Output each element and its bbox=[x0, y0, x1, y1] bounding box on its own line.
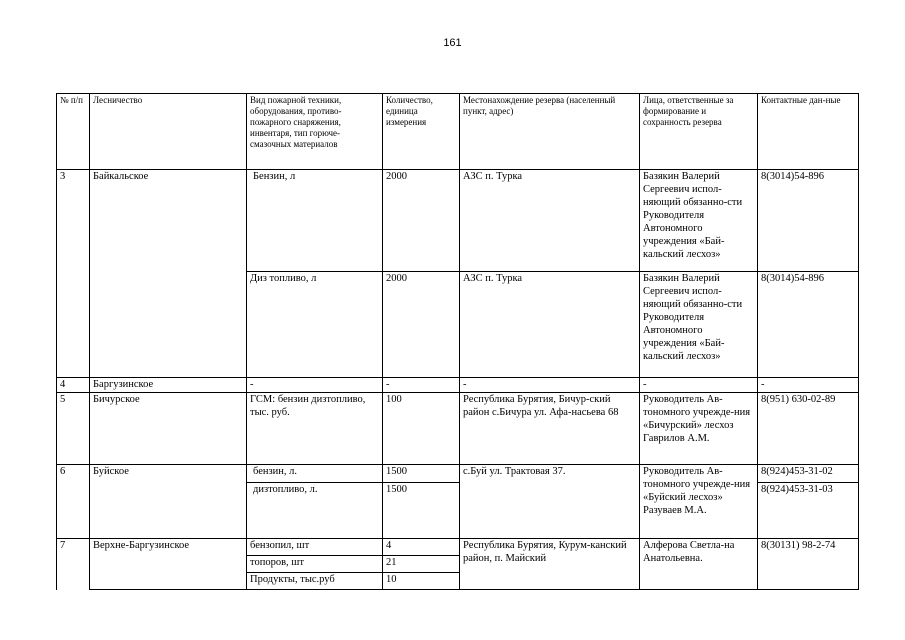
cell-qty: 2000 bbox=[383, 272, 460, 378]
cell-type: дизтопливо, л. bbox=[247, 483, 383, 539]
cell-person: Базякин Валерий Сергеевич испол-няющий обязанно-сти Руководителя Автономного учреждения «Бай-кальский лесхоз» bbox=[640, 170, 758, 272]
cell-num: 6 bbox=[57, 465, 90, 539]
cell-forestry: Верхне-Баргузинское bbox=[90, 539, 247, 590]
cell-location: Республика Бурятия, Бичур-ский район с.Бичура ул. Афа-насьева 68 bbox=[460, 393, 640, 465]
cell-contact: 8(3014)54-896 bbox=[758, 170, 859, 272]
cell-forestry: Байкальское bbox=[90, 170, 247, 378]
cell-contact: 8(924)453-31-03 bbox=[758, 483, 859, 539]
header-forestry: Лесничество bbox=[90, 94, 247, 170]
header-num: № п/п bbox=[57, 94, 90, 170]
cell-type: ГСМ: бензин дизтопливо, тыс. руб. bbox=[247, 393, 383, 465]
cell-forestry: Баргузинское bbox=[90, 378, 247, 393]
cell-person: Руководитель Ав-тономного учрежде-ния «Буйский лесхоз» Разуваев М.А. bbox=[640, 465, 758, 539]
cell-qty: 21 bbox=[383, 556, 460, 573]
cell-location: АЗС п. Турка bbox=[460, 272, 640, 378]
table-row bbox=[57, 170, 859, 272]
cell-contact: 8(3014)54-896 bbox=[758, 272, 859, 378]
cell-qty: - bbox=[383, 378, 460, 393]
cell-contact: - bbox=[758, 378, 859, 393]
cell-type: Продукты, тыс.руб bbox=[247, 573, 383, 590]
cell-contact: 8(951) 630-02-89 bbox=[758, 393, 859, 465]
cell-forestry: Бичурское bbox=[90, 393, 247, 465]
header-location: Местонахождение резерва (населенный пункт, адрес) bbox=[460, 94, 640, 170]
cell-num: 7 bbox=[57, 539, 90, 590]
reserve-table bbox=[56, 93, 859, 590]
cell-person: Базякин Валерий Сергеевич испол-няющий обязанно-сти Руководителя Автономного учреждения «Бай-кальский лесхоз» bbox=[640, 272, 758, 378]
cell-num: 4 bbox=[57, 378, 90, 393]
header-qty: Количество, единица измерения bbox=[383, 94, 460, 170]
cell-qty: 100 bbox=[383, 393, 460, 465]
header-contacts: Контактные дан-ные bbox=[758, 94, 859, 170]
cell-type: Бензин, л bbox=[247, 170, 383, 272]
cell-location: с.Буй ул. Трактовая 37. bbox=[460, 465, 640, 539]
cell-qty: 1500 bbox=[383, 483, 460, 539]
cell-location: АЗС п. Турка bbox=[460, 170, 640, 272]
cell-person: Руководитель Ав-тономного учрежде-ния «Бичурский» лесхоз Гаврилов А.М. bbox=[640, 393, 758, 465]
header-persons: Лица, ответственные за формирование и сохранность резерва bbox=[640, 94, 758, 170]
cell-type: бензопил, шт bbox=[247, 539, 383, 556]
table-row bbox=[57, 393, 859, 465]
cell-qty: 2000 bbox=[383, 170, 460, 272]
header-type: Вид пожарной техники, оборудования, противо-пожарного снаряжения, инвентаря, тип горюче-смазочных материалов bbox=[247, 94, 383, 170]
cell-forestry: Буйское bbox=[90, 465, 247, 539]
table-row bbox=[57, 539, 859, 556]
cell-type: - bbox=[247, 378, 383, 393]
cell-num: 3 bbox=[57, 170, 90, 378]
table-row bbox=[57, 465, 859, 483]
cell-location: - bbox=[460, 378, 640, 393]
cell-qty: 10 bbox=[383, 573, 460, 590]
cell-contact: 8(924)453-31-02 bbox=[758, 465, 859, 483]
cell-contact: 8(30131) 98-2-74 bbox=[758, 539, 859, 590]
cell-type: бензин, л. bbox=[247, 465, 383, 483]
cell-person: Алферова Светла-на Анатольевна. bbox=[640, 539, 758, 590]
page-number: 161 bbox=[443, 37, 462, 49]
header-row bbox=[57, 94, 859, 170]
cell-person: - bbox=[640, 378, 758, 393]
cell-location: Республика Бурятия, Курум-канский район, п. Майский bbox=[460, 539, 640, 590]
table-row bbox=[57, 378, 859, 393]
cell-qty: 1500 bbox=[383, 465, 460, 483]
cell-type: топоров, шт bbox=[247, 556, 383, 573]
cell-num: 5 bbox=[57, 393, 90, 465]
cell-type: Диз топливо, л bbox=[247, 272, 383, 378]
cell-qty: 4 bbox=[383, 539, 460, 556]
